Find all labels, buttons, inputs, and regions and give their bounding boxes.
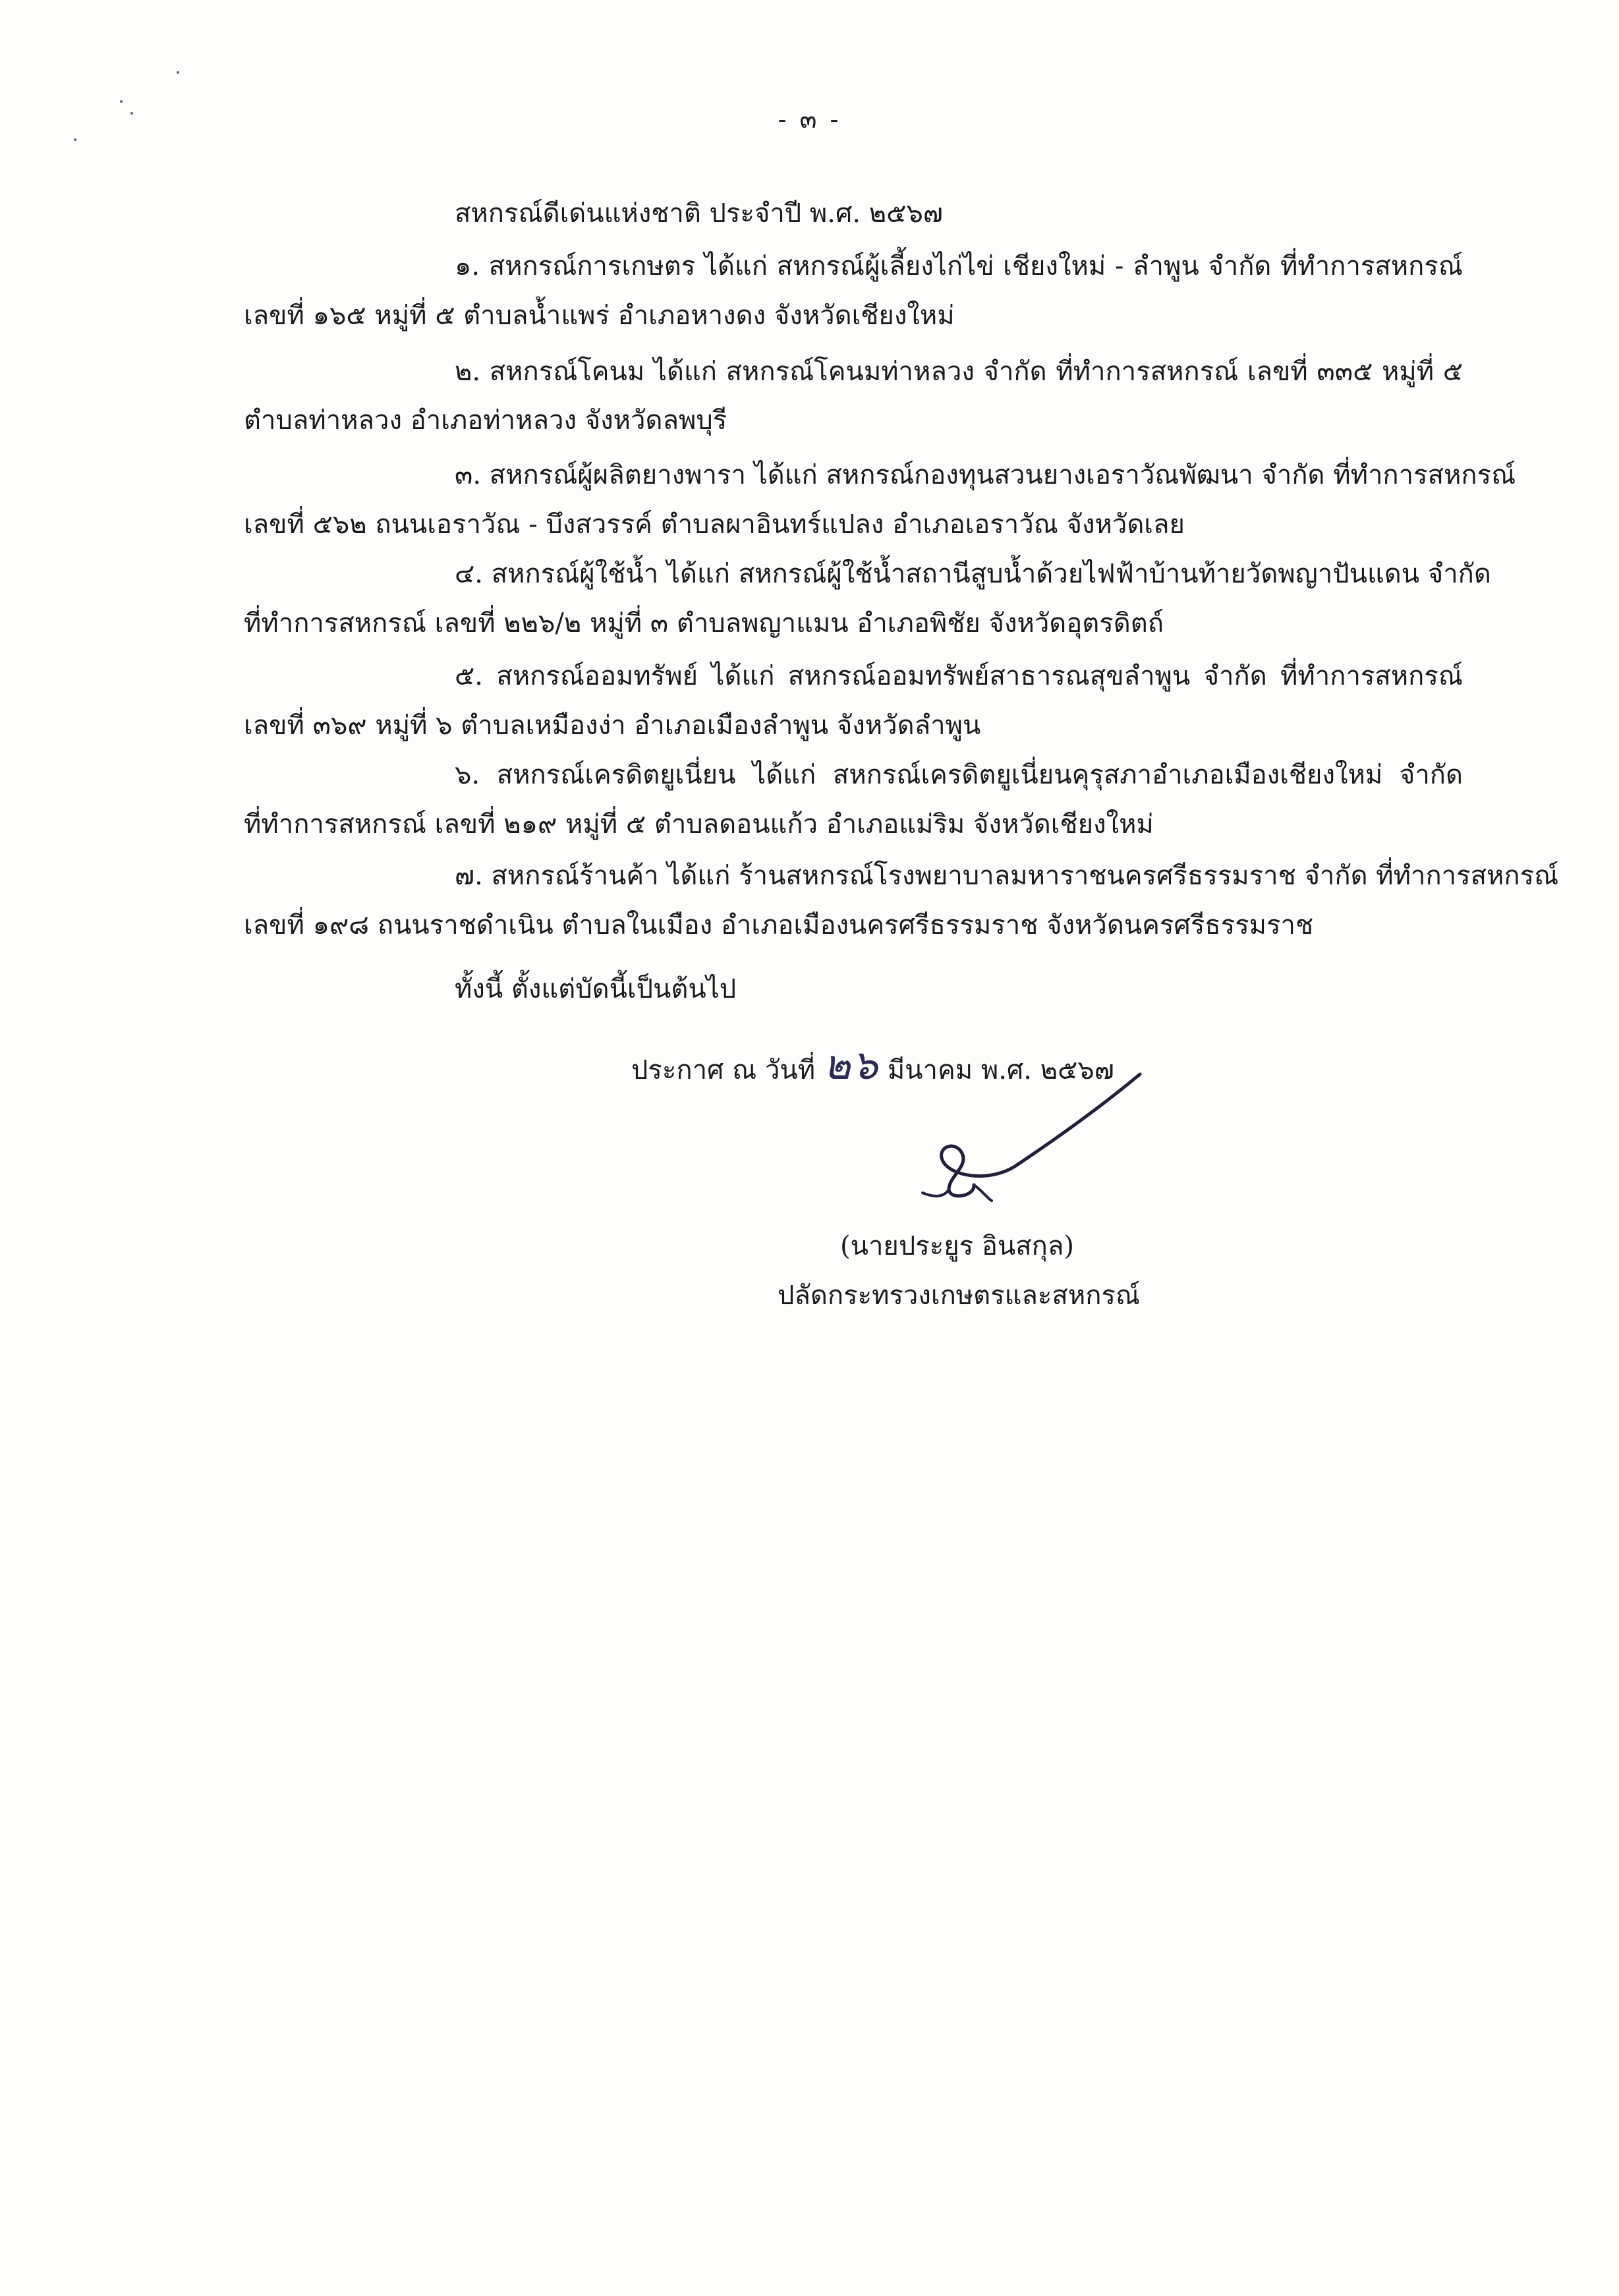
item-7-line-2: เลขที่ ๑๙๘ ถนนราชดำเนิน ตำบลในเมือง อำเภอเมืองนครศรีธรรมราช จังหวัดนครศรีธรรมราช — [244, 910, 1314, 940]
intro-line: สหกรณ์ดีเด่นแห่งชาติ ประจำปี พ.ศ. ๒๕๖๗ — [455, 198, 943, 229]
item-5-line-2: เลขที่ ๓๖๙ หมู่ที่ ๖ ตำบลเหมืองง่า อำเภอเมืองลำพูน จังหวัดลำพูน — [244, 710, 981, 741]
item-1-line-2: เลขที่ ๑๖๕ หมู่ที่ ๕ ตำบลน้ำแพร่ อำเภอหางดง จังหวัดเชียงใหม่ — [244, 301, 955, 331]
signatory-title: ปลัดกระทรวงเกษตรและสหกรณ์ — [778, 1280, 1140, 1311]
item-5-line-1: ๕. สหกรณ์ออมทรัพย์ ได้แก่ สหกรณ์ออมทรัพย์สาธารณสุขลำพูน จำกัด ที่ทำการสหกรณ์ — [455, 661, 1463, 691]
item-4-line-2: ที่ทำการสหกรณ์ เลขที่ ๒๒๖/๒ หมู่ที่ ๓ ตำบลพญาแมน อำเภอพิชัย จังหวัดอุตรดิตถ์ — [244, 608, 1164, 639]
page-number: - ๓ - — [778, 105, 841, 134]
scan-speck — [177, 71, 179, 74]
signatory-name: (นายประยูร อินสกุล) — [840, 1231, 1074, 1261]
item-3-line-1: ๓. สหกรณ์ผู้ผลิตยางพารา ได้แก่ สหกรณ์กองทุนสวนยางเอราวัณพัฒนา จำกัด ที่ทำการสหกรณ์ — [455, 460, 1516, 490]
item-6-line-2: ที่ทำการสหกรณ์ เลขที่ ๒๑๙ หมู่ที่ ๕ ตำบลดอนแก้ว อำเภอแม่ริม จังหวัดเชียงใหม่ — [244, 809, 1154, 840]
effective-line: ทั้งนี้ ตั้งแต่บัดนี้เป็นต้นไป — [455, 974, 737, 1004]
item-3-line-2: เลขที่ ๕๖๒ ถนนเอราวัณ - บึงสวรรค์ ตำบลผาอินทร์แปลง อำเภอเอราวัณ จังหวัดเลย — [244, 509, 1185, 540]
item-2-line-2: ตำบลท่าหลวง อำเภอท่าหลวง จังหวัดลพบุรี — [244, 405, 727, 436]
announcement-prefix: ประกาศ ณ วันที่ — [631, 1055, 816, 1085]
item-2-line-1: ๒. สหกรณ์โคนม ได้แก่ สหกรณ์โคนมท่าหลวง จำกัด ที่ทำการสหกรณ์ เลขที่ ๓๓๕ หมู่ที่ ๕ — [455, 357, 1463, 387]
item-1-line-1: ๑. สหกรณ์การเกษตร ได้แก่ สหกรณ์ผู้เลี้ยงไก่ไข่ เชียงใหม่ - ลำพูน จำกัด ที่ทำการสหกรณ์ — [455, 251, 1463, 281]
item-7-line-1: ๗. สหกรณ์ร้านค้า ได้แก่ ร้านสหกรณ์โรงพยาบาลมหาราชนครศรีธรรมราช จำกัด ที่ทำการสหกรณ์ — [455, 861, 1559, 891]
signature-mark — [876, 1061, 1166, 1232]
item-6-line-1: ๖. สหกรณ์เครดิตยูเนี่ยน ได้แก่ สหกรณ์เครดิตยูเนี่ยนคุรุสภาอำเภอเมืองเชียงใหม่ จำกัด — [455, 760, 1463, 790]
announcement-suffix: มีนาคม พ.ศ. ๒๕๖๗ — [887, 1055, 1114, 1085]
announcement-day-handwritten: ๒๖ — [823, 1041, 880, 1089]
item-4-line-1: ๔. สหกรณ์ผู้ใช้น้ำ ได้แก่ สหกรณ์ผู้ใช้น้ำสถานีสูบน้ำด้วยไฟฟ้าบ้านท้ายวัดพญาปันแดน จำกัด — [455, 559, 1491, 589]
